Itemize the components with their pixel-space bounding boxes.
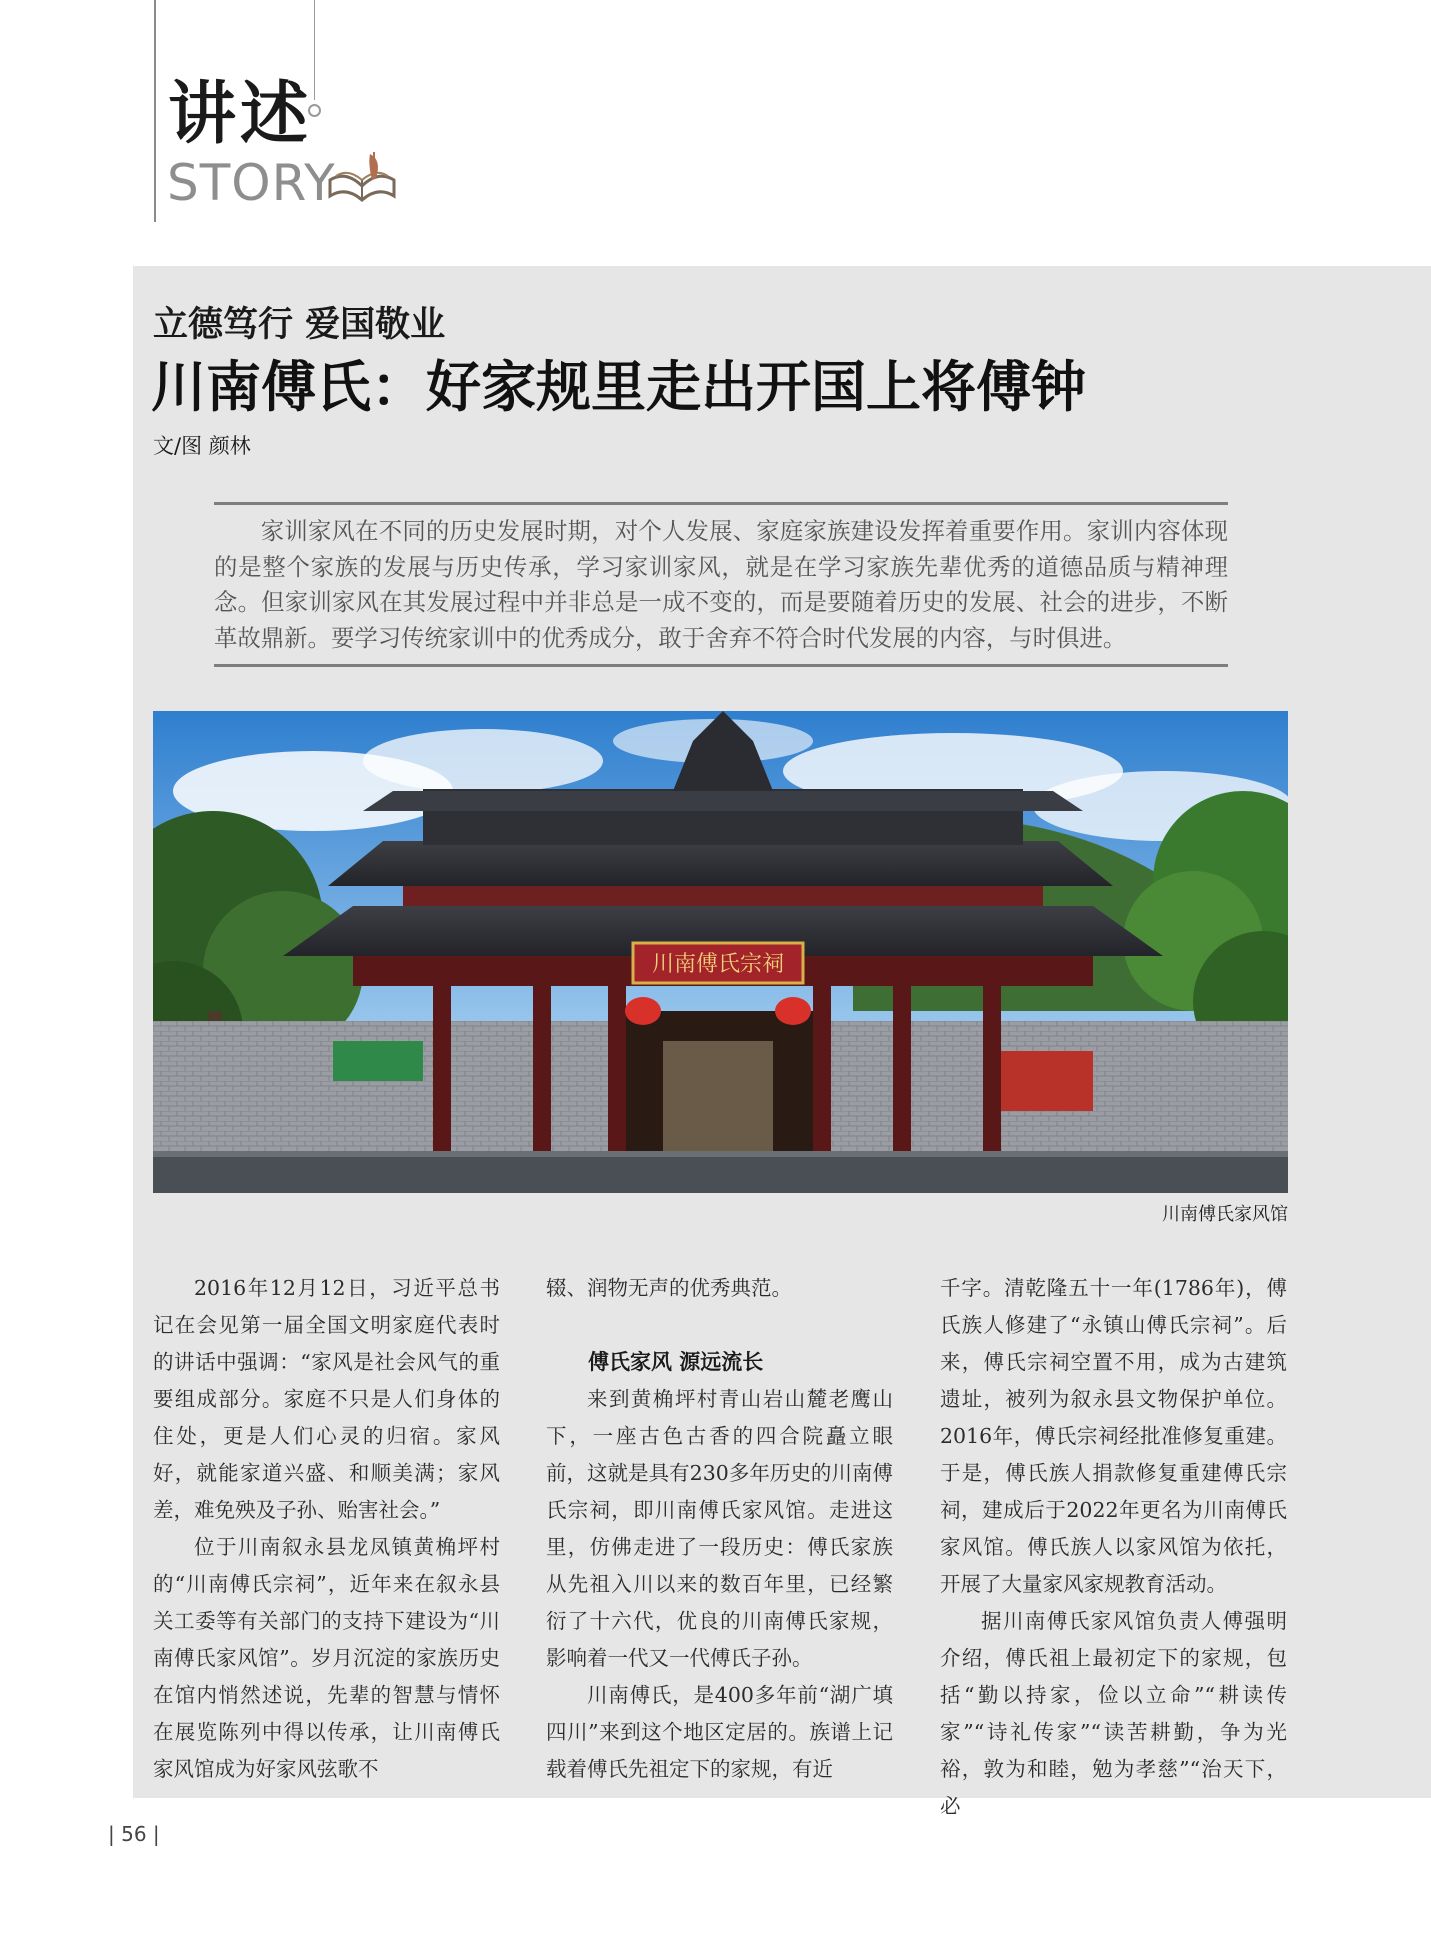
photo-caption: 川南傅氏家风馆: [1162, 1204, 1288, 1225]
body-paragraph: 据川南傅氏家风馆负责人傅强明介绍，傅氏祖上最初定下的家规，包括“勤以持家，俭以立命”“耕读传家”“诗礼传家”“读苦耕勤，争为光裕，敦为和睦，勉为孝慈”“治天下，必: [940, 1609, 1287, 1818]
body-column-2: [546, 1270, 893, 1788]
abstract-top-rule: [214, 502, 1228, 505]
body-paragraph: 千字。清乾隆五十一年(1786年)，傅氏族人修建了“永镇山傅氏宗祠”。后来，傅氏宗祠空置不用，成为古建筑遗址，被列为叙永县文物保护单位。2016年，傅氏宗祠经批准修复重建。于是，傅氏族人捐款修复重建傅氏宗祠，建成后于2022年更名为川南傅氏家风馆。傅氏族人以家风馆为依托，开展了大量家风家规教育活动。: [940, 1276, 1287, 1596]
body-column-1: [153, 1270, 500, 1788]
section-title-cn: 讲述: [168, 74, 313, 154]
page-number: | 56 |: [108, 1822, 160, 1846]
header-left-rule: [154, 0, 156, 222]
article-byline: 文/图 颜林: [153, 434, 251, 458]
article-headline: 川南傅氏：好家规里走出开国上将傅钟: [151, 355, 1087, 419]
hall-plaque: 川南傅氏宗祠: [651, 952, 785, 977]
body-paragraph: 2016年12月12日，习近平总书记在会见第一届全国文明家庭代表时的讲话中强调：“家风是社会风气的重要组成部分。家庭不只是人们身体的住处，更是人们心灵的归宿。家风好，就能家道兴盛、和顺美满；家风差，难免殃及子孙、贻害社会。”: [153, 1276, 500, 1522]
body-paragraph: 位于川南叙永县龙凤镇黄桷坪村的“川南傅氏宗祠”，近年来在叙永县关工委等有关部门的支持下建设为“川南傅氏家风馆”。岁月沉淀的家族历史在馆内悄然述说，先辈的智慧与情怀在展览陈列中得以传承，让川南傅氏家风馆成为好家风弦歌不: [153, 1535, 500, 1781]
article-abstract: 家训家风在不同的历史发展时期，对个人发展、家庭家族建设发挥着重要作用。家训内容体现的是整个家族的发展与历史传承，学习家训家风，就是在学习家族先辈优秀的道德品质与精神理念。但家训家风在其发展过程中并非总是一成不变的，而是要随着历史的发展、社会的进步，不断革故鼎新。要学习传统家训中的优秀成分，敢于舍弃不符合时代发展的内容，与时俱进。: [214, 517, 1228, 653]
section-title-en: STORY: [167, 154, 336, 212]
body-paragraph: 川南傅氏，是400多年前“湖广填四川”来到这个地区定居的。族谱上记载着傅氏先祖定下的家规，有近: [546, 1683, 893, 1781]
body-column-3: [940, 1270, 1287, 1825]
open-book-quill-icon: [326, 150, 398, 206]
abstract-bottom-rule: [214, 664, 1228, 667]
body-paragraph: 辍、润物无声的优秀典范。: [546, 1276, 792, 1300]
header-right-rule: [314, 0, 315, 100]
ancestral-hall-illustration: [153, 711, 1288, 1193]
section-heading: 傅氏家风 源远流长: [588, 1350, 764, 1374]
article-subhead: 立德笃行 爱国敬业: [153, 305, 446, 345]
body-paragraph: 来到黄桷坪村青山岩山麓老鹰山下，一座古色古香的四合院矗立眼前，这就是具有230多年历史的川南傅氏宗祠，即川南傅氏家风馆。走进这里，仿佛走进了一段历史：傅氏家族从先祖入川以来的数百年里，已经繁衍了十六代，优良的川南傅氏家规，影响着一代又一代傅氏子孙。: [546, 1387, 893, 1670]
ancestral-hall-photo: [153, 711, 1288, 1193]
